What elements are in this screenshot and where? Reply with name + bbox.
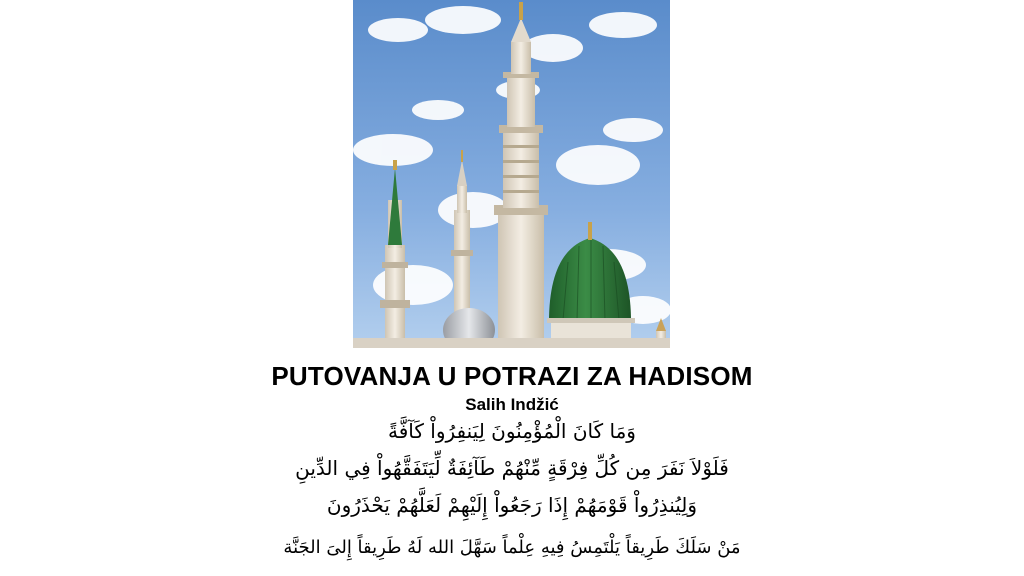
page-title: PUTOVANJA U POTRAZI ZA HADISOM — [271, 361, 753, 391]
author-name: Salih Indžić — [465, 395, 559, 414]
verse-line-3: وَلِيُنذِرُواْ قَوْمَهُمْ إِذَا رَجَعُواْ إِلَيْهِمْ لَعَلَّهُمْ يَحْذَرُونَ — [326, 493, 698, 517]
mosque-photo — [353, 0, 670, 348]
verse-line-2: فَلَوْلاَ نَفَرَ مِن كُلِّ فِرْقَةٍ مِّنْهُمْ طَآئِفَةٌ لِّيَتَفَقَّهُواْ فِي الدِّينِ — [295, 456, 729, 480]
mosque-illustration — [353, 0, 670, 348]
building-base — [353, 338, 670, 348]
verse-line-1: وَمَا كَانَ الْمُؤْمِنُونَ لِيَنفِرُواْ كَآفَّةً — [388, 419, 636, 443]
hadith-line: مَنْ سَلَكَ طَرِيقاً يَلْتَمِسُ فِيهِ عِلْماً سَهَّلَ الله لَهُ طَرِيقاً إِلىَ الجَنَّة — [283, 537, 741, 558]
